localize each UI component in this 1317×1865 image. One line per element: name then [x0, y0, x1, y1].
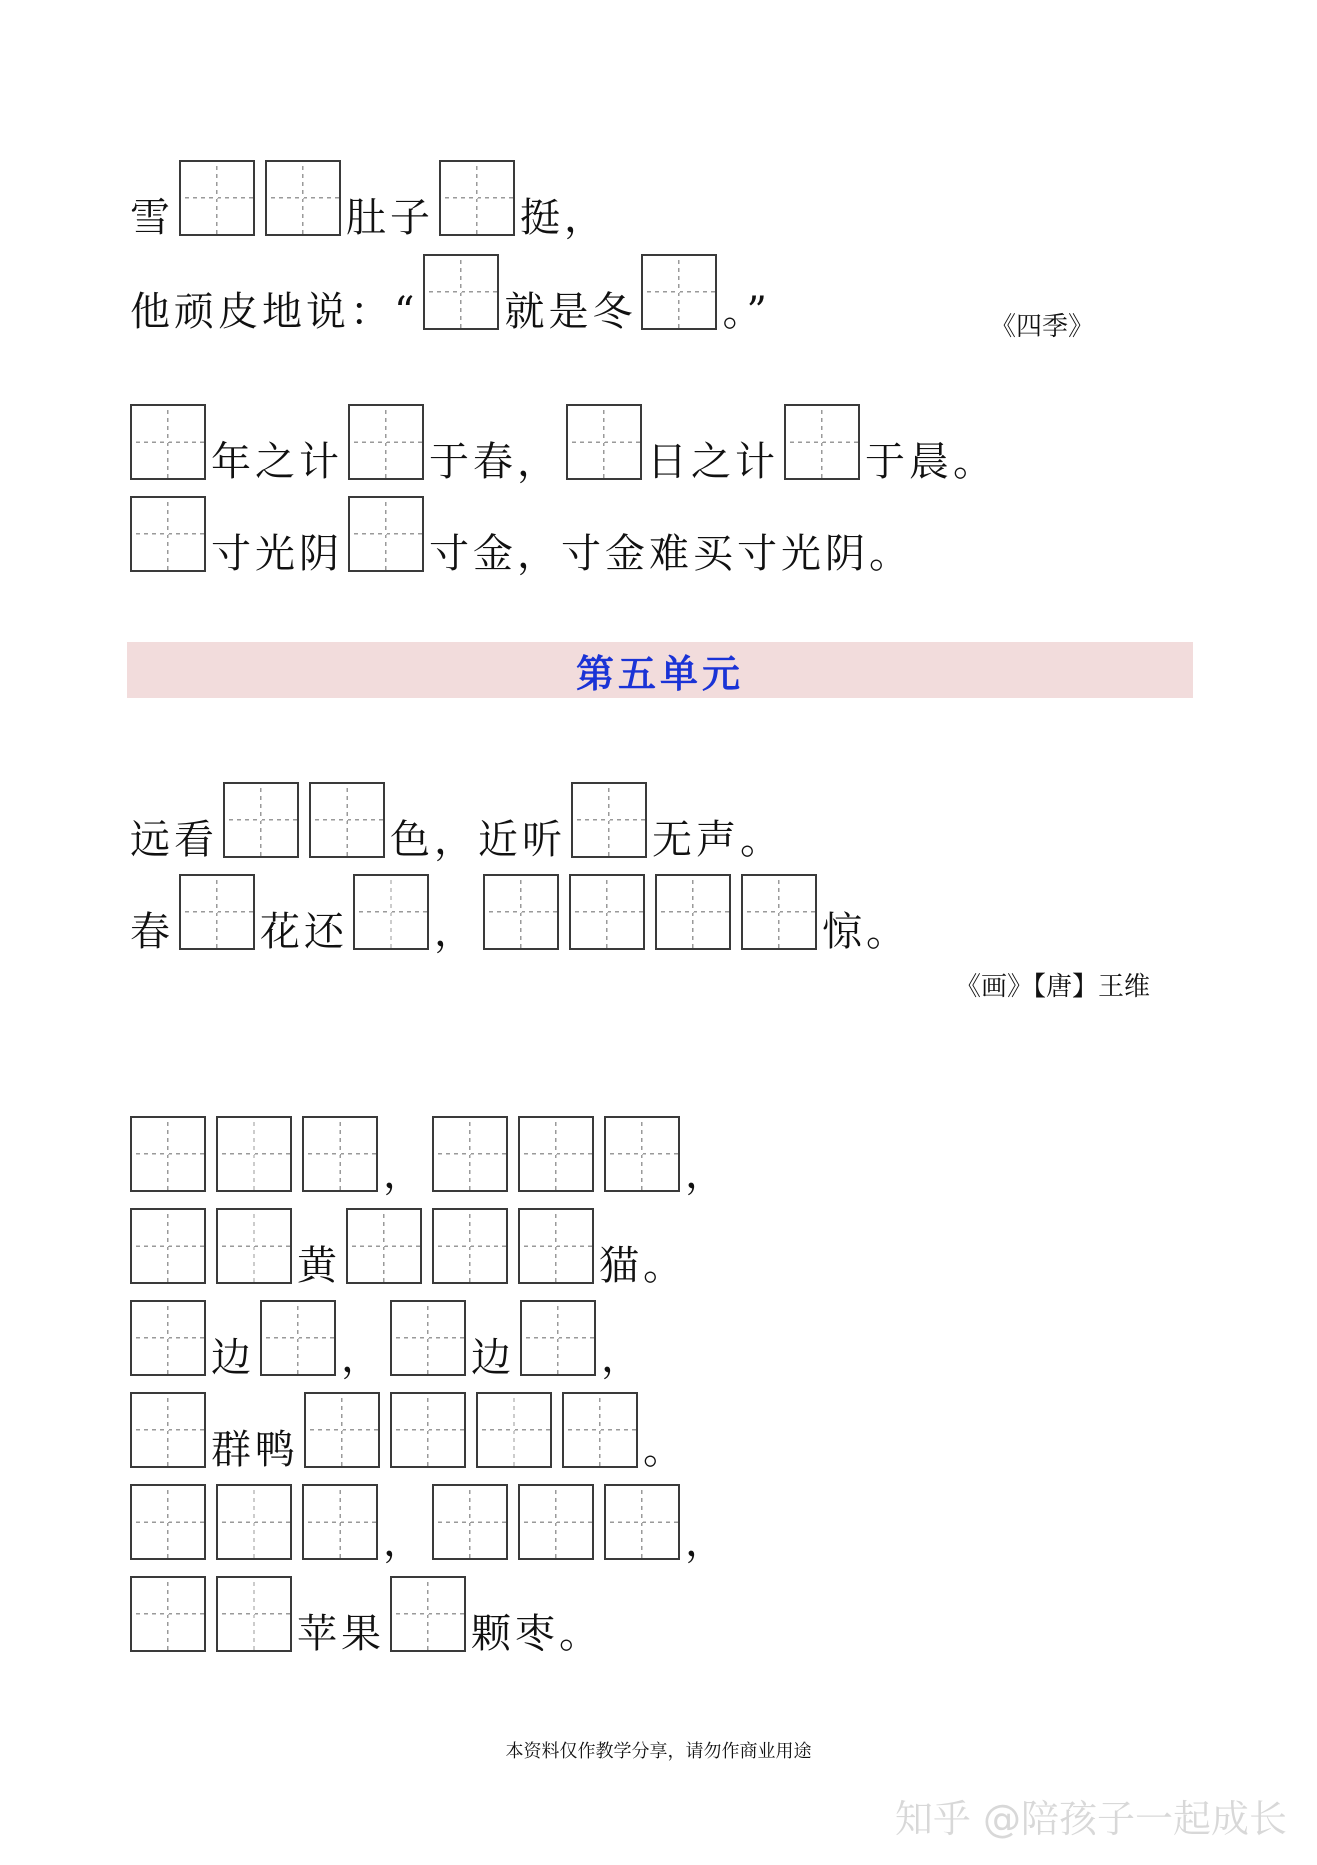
writing-box[interactable] — [432, 1208, 508, 1284]
writing-box[interactable] — [353, 874, 429, 950]
poem-line — [130, 1392, 687, 1472]
text-segment: 雪 — [130, 195, 174, 241]
text-segment: ， — [685, 1151, 729, 1197]
text-segment: 色，近听 — [390, 817, 566, 863]
text-segment: 他顽皮地说：“ — [130, 289, 419, 335]
poem-line — [130, 1484, 729, 1564]
writing-box[interactable] — [130, 1300, 206, 1376]
text-segment: 边 — [211, 1335, 255, 1381]
writing-box[interactable] — [432, 1484, 508, 1560]
text-segment: ， — [601, 1335, 645, 1381]
unit-title: 第五单元 — [575, 650, 744, 696]
writing-box[interactable] — [390, 1392, 466, 1468]
text-segment: 寸光阴 — [211, 531, 343, 577]
text-segment: 于晨。 — [865, 439, 997, 485]
writing-box[interactable] — [390, 1300, 466, 1376]
poem-line — [130, 160, 608, 240]
writing-box[interactable] — [130, 1116, 206, 1192]
text-segment: 于春， — [429, 439, 561, 485]
text-segment: 远看 — [130, 817, 218, 863]
watermark: 知乎 @陪孩子一起成长 — [894, 1797, 1287, 1841]
writing-box[interactable] — [518, 1116, 594, 1192]
text-segment: 年之计 — [211, 439, 343, 485]
writing-box[interactable] — [265, 160, 341, 236]
text-segment: ， — [341, 1335, 385, 1381]
text-segment: 颗枣。 — [471, 1611, 603, 1657]
writing-box[interactable] — [346, 1208, 422, 1284]
writing-box[interactable] — [562, 1392, 638, 1468]
writing-box[interactable] — [518, 1484, 594, 1560]
writing-box[interactable] — [784, 404, 860, 480]
text-segment: 边 — [471, 1335, 515, 1381]
writing-box[interactable] — [179, 160, 255, 236]
writing-box[interactable] — [390, 1576, 466, 1652]
writing-box[interactable] — [520, 1300, 596, 1376]
writing-box[interactable] — [571, 782, 647, 858]
writing-box[interactable] — [260, 1300, 336, 1376]
text-segment: 黄 — [297, 1243, 341, 1289]
text-segment: 。 — [643, 1427, 687, 1473]
writing-box[interactable] — [348, 496, 424, 572]
writing-box[interactable] — [304, 1392, 380, 1468]
text-segment: 春 — [130, 909, 174, 955]
poem-line — [130, 1576, 603, 1656]
text-segment: ， — [383, 1151, 427, 1197]
writing-box[interactable] — [518, 1208, 594, 1284]
writing-box[interactable] — [302, 1116, 378, 1192]
writing-box[interactable] — [566, 404, 642, 480]
writing-box[interactable] — [476, 1392, 552, 1468]
writing-box[interactable] — [216, 1208, 292, 1284]
writing-box[interactable] — [348, 404, 424, 480]
text-segment: 苹果 — [297, 1611, 385, 1657]
poem-line — [130, 782, 784, 862]
poem-line — [130, 1300, 645, 1380]
writing-box[interactable] — [216, 1116, 292, 1192]
text-segment: ， — [685, 1519, 729, 1565]
text-segment: 寸金，寸金难买寸光阴。 — [429, 531, 913, 577]
text-segment: 日之计 — [647, 439, 779, 485]
text-segment: 群鸭 — [211, 1427, 299, 1473]
writing-box[interactable] — [130, 1484, 206, 1560]
source-citation: 《四季》 — [990, 312, 1095, 342]
text-segment: 肚子 — [346, 195, 434, 241]
poem-line — [130, 254, 771, 334]
unit-banner — [127, 642, 1193, 698]
writing-box[interactable] — [569, 874, 645, 950]
writing-box[interactable] — [216, 1576, 292, 1652]
writing-box[interactable] — [302, 1484, 378, 1560]
writing-box[interactable] — [483, 874, 559, 950]
text-segment: 无声。 — [652, 817, 784, 863]
text-segment: 。” — [722, 289, 771, 335]
writing-box[interactable] — [432, 1116, 508, 1192]
text-segment: 猫。 — [599, 1243, 687, 1289]
writing-box[interactable] — [130, 1392, 206, 1468]
writing-box[interactable] — [604, 1484, 680, 1560]
text-segment: ， — [434, 909, 478, 955]
writing-box[interactable] — [179, 874, 255, 950]
writing-box[interactable] — [130, 404, 206, 480]
text-segment: 惊。 — [822, 909, 910, 955]
poem-line — [130, 1208, 687, 1288]
proverb-line — [130, 496, 913, 576]
poem-line — [130, 874, 910, 954]
writing-box[interactable] — [604, 1116, 680, 1192]
footer-notice: 本资料仅作教学分享，请勿作商业用途 — [505, 1741, 812, 1762]
writing-box[interactable] — [641, 254, 717, 330]
proverb-line — [130, 404, 997, 484]
writing-box[interactable] — [741, 874, 817, 950]
poem-line — [130, 1116, 729, 1196]
text-segment: 花还 — [260, 909, 348, 955]
writing-box[interactable] — [216, 1484, 292, 1560]
writing-box[interactable] — [309, 782, 385, 858]
writing-box[interactable] — [439, 160, 515, 236]
text-segment: 就是冬 — [504, 289, 637, 335]
writing-box[interactable] — [655, 874, 731, 950]
writing-box[interactable] — [130, 496, 206, 572]
text-segment: 挺， — [520, 195, 608, 241]
text-segment: ， — [383, 1519, 427, 1565]
writing-box[interactable] — [223, 782, 299, 858]
source-citation: 《画》【唐】王维 — [955, 972, 1151, 1002]
writing-box[interactable] — [130, 1208, 206, 1284]
writing-box[interactable] — [130, 1576, 206, 1652]
writing-box[interactable] — [423, 254, 499, 330]
